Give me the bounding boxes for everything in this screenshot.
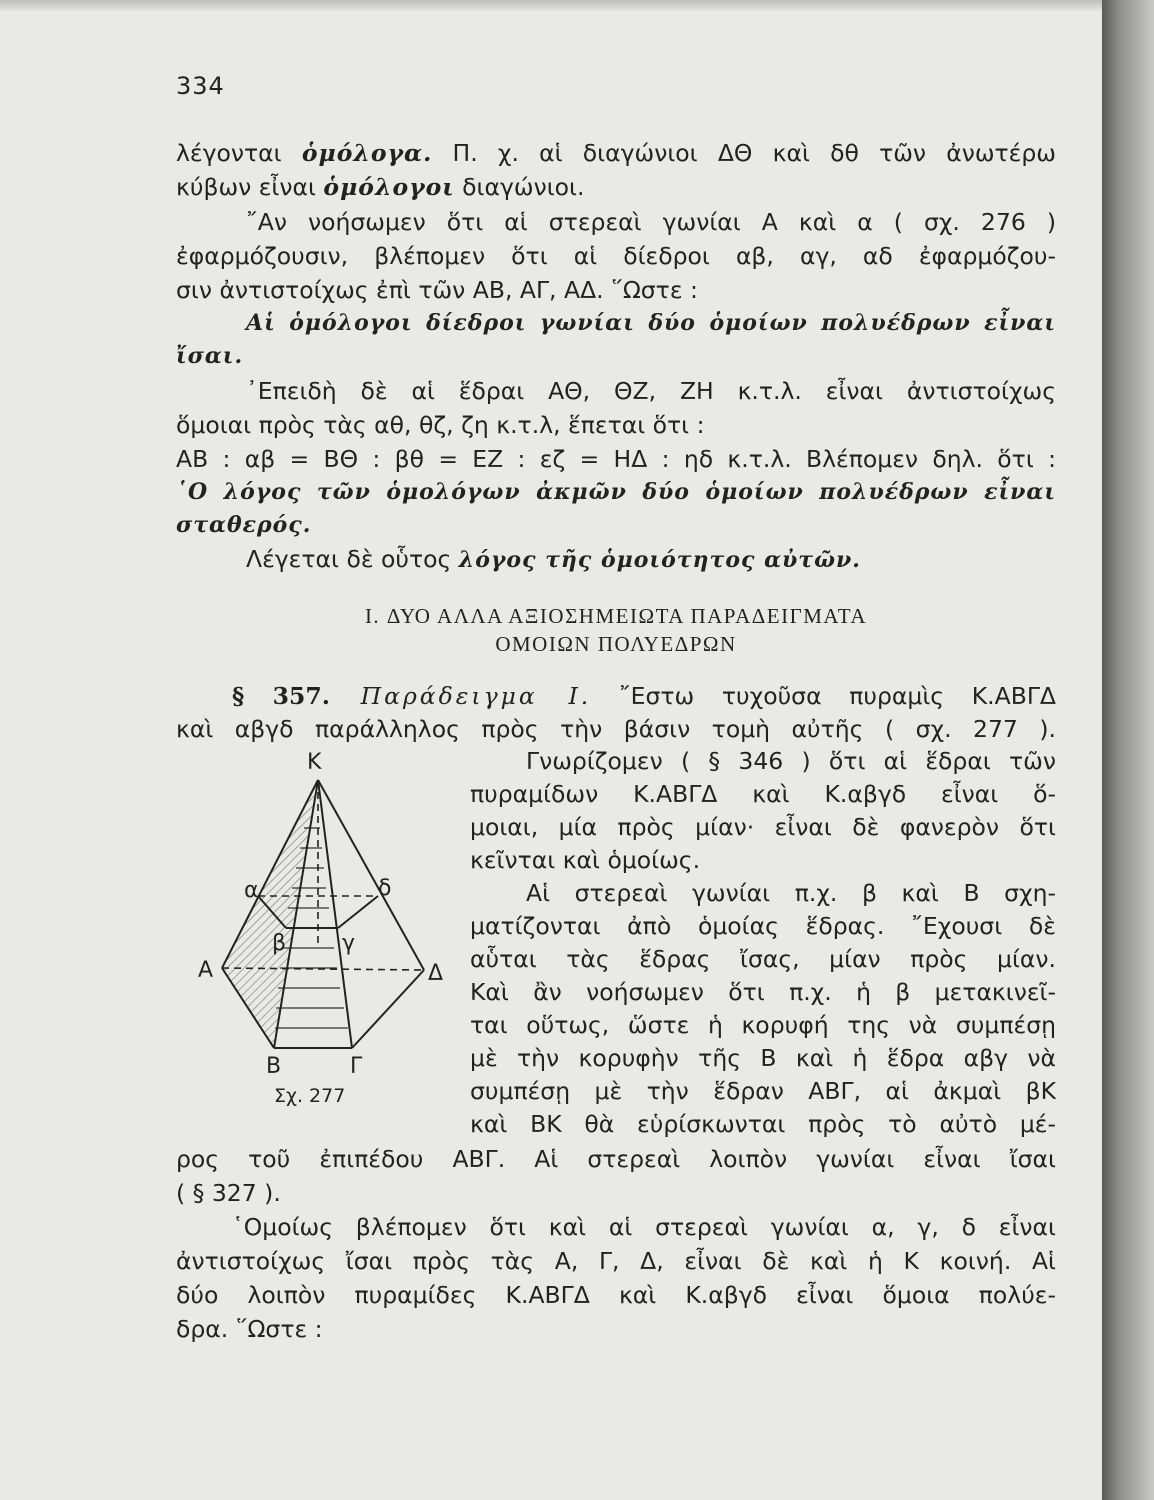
column-line-8: Καὶ ἂν νοήσωμεν ὅτι π.χ. ἡ β μετακινεῖ- — [470, 978, 1056, 1006]
example-line-2: καὶ αβγδ παράλληλος πρὸς τὴν βάσιν τομὴ αὐτῆς ( σχ. 277 ). — [176, 715, 1056, 743]
column-line-3: μοιαι, μία πρὸς μίαν· εἶναι δὲ φανερὸν ὅτι — [470, 813, 1056, 841]
example-line-1: § 357. Παράδειγμα Ι. ῎Εστω τυχοῦσα πυραμὶς Κ.ΑΒΓΔ — [232, 682, 1056, 710]
text-line-8: ᾿Επειδὴ δὲ αἱ ἕδραι ΑΘ, ΘΖ, ΖΗ κ.τ.λ. εἶναι ἀντιστοίχως — [246, 377, 1056, 405]
label-delta-small: δ — [378, 876, 392, 901]
column-line-12: καὶ ΒΚ θὰ εὑρίσκωνται πρὸς τὸ αὐτὸ μέ- — [470, 1110, 1056, 1138]
theorem-line-1: Αἱ ὁμόλογοι δίεδροι γωνίαι δύο ὁμοίων πολυέδρων εἶναι — [246, 310, 1056, 336]
label-alpha: α — [244, 878, 259, 903]
column-line-2: πυραμίδων Κ.ΑΒΓΔ καὶ Κ.αβγδ εἶναι ὅ- — [470, 780, 1056, 808]
column-line-4: κεῖνται καὶ ὁμοίως. — [470, 846, 701, 874]
column-line-5: Αἱ στερεαὶ γωνίαι π.χ. β καὶ Β σχη- — [526, 879, 1056, 907]
text-line-18: ῾Ομοίως βλέπομεν ὅτι καὶ αἱ στερεαὶ γωνίαι α, γ, δ εἶναι — [232, 1213, 1056, 1241]
text-line-16: ρος τοῦ ἐπιπέδου ΑΒΓ. Αἱ στερεαὶ λοιπὸν γωνίαι εἶναι ἴσαι — [176, 1145, 1056, 1173]
text-line-20: δύο λοιπὸν πυραμίδες Κ.ΑΒΓΔ καὶ Κ.αβγδ εἶναι ὅμοια πολύε- — [176, 1281, 1056, 1309]
text-line-17: ( § 327 ). — [176, 1179, 281, 1207]
text-line-13: Λέγεται δὲ οὗτος λόγος τῆς ὁμοιότητος αὐτῶν. — [246, 545, 861, 573]
label-beta: β — [272, 931, 287, 956]
text-line-2: κύβων εἶναι ὁμόλογοι διαγώνιοι. — [176, 173, 585, 201]
theorem-line-3: ῾Ο λόγος τῶν ὁμολόγων ἀκμῶν δύο ὁμοίων πολυέδρων εἶναι — [176, 479, 1056, 505]
book-spine-edge — [1102, 0, 1154, 1500]
pyramid-diagram — [192, 748, 472, 1088]
label-Gamma: Γ — [350, 1054, 363, 1079]
text-line-9: ὅμοιαι πρὸς τὰς αθ, θζ, ζη κ.τ.λ, ἕπεται ὅτι : — [176, 411, 705, 439]
theorem-line-2: ἴσαι. — [176, 343, 244, 369]
label-A: Α — [198, 958, 214, 983]
text-line-19: ἀντιστοίχως ἴσαι πρὸς τὰς Α, Γ, Δ, εἶναι δὲ καὶ ἡ Κ κοινή. Αἱ — [176, 1247, 1056, 1275]
section-heading-2: ΟΜΟΙΩΝ ΠΟΛΥΕΔΡΩΝ — [495, 632, 737, 656]
proportion-line: ΑΒ : αβ = ΒΘ : βθ = ΕΖ : εζ = ΗΔ : ηδ κ.τ.λ. Βλέπομεν δηλ. ὅτι : — [176, 445, 1056, 473]
text-line-5: σιν ἀντιστοίχως ἐπὶ τῶν ΑΒ, ΑΓ, ΑΔ. ῞Ωστε : — [176, 276, 698, 304]
text-line-21: δρα. ῞Ωστε : — [176, 1315, 323, 1343]
column-line-1: Γνωρίζομεν ( § 346 ) ὅτι αἱ ἕδραι τῶν — [526, 747, 1056, 775]
label-K: Κ — [307, 750, 322, 775]
column-line-6: ματίζονται ἀπὸ ὁμοίας ἕδρας. ῎Εχουσι δὲ — [470, 912, 1056, 940]
column-line-7: αὗται τὰς ἕδρας ἴσας, μίαν πρὸς μίαν. — [470, 945, 1056, 973]
page-top-shadow — [0, 0, 1102, 12]
label-gamma-small: γ — [342, 931, 356, 956]
label-Delta: Δ — [428, 961, 444, 986]
column-line-9: ται οὕτως, ὥστε ἡ κορυφή της νὰ συμπέσῃ — [470, 1011, 1056, 1039]
column-line-11: συμπέσῃ μὲ τὴν ἕδραν ΑΒΓ, αἱ ἀκμαὶ βΚ — [470, 1077, 1056, 1105]
column-line-10: μὲ τὴν κορυφὴν τῆς Β καὶ ἡ ἕδρα αβγ νὰ — [470, 1044, 1056, 1072]
text-line-4: ἐφαρμόζουσιν, βλέπομεν ὅτι αἱ δίεδροι αβ, αγ, αδ ἐφαρμόζου- — [176, 242, 1056, 270]
page-number: 334 — [176, 72, 225, 100]
text-line-1: λέγονται ὁμόλογα. Π. χ. αἱ διαγώνιοι ΔΘ καὶ δθ τῶν ἀνωτέρω — [176, 139, 1056, 167]
text-line-3: ῎Αν νοήσωμεν ὅτι αἱ στερεαὶ γωνίαι Α καὶ α ( σχ. 276 ) — [246, 208, 1056, 236]
section-heading-1: I. ΔΥΟ ΑΛΛΑ ΑΞΙΟΣΗΜΕΙΩΤΑ ΠΑΡΑΔΕΙΓΜΑΤΑ — [364, 604, 868, 628]
figure-caption: Σχ. 277 — [274, 1085, 346, 1107]
label-B: Β — [266, 1054, 282, 1079]
theorem-line-4: σταθερός. — [176, 512, 312, 538]
pyramid-figure — [192, 748, 472, 1128]
